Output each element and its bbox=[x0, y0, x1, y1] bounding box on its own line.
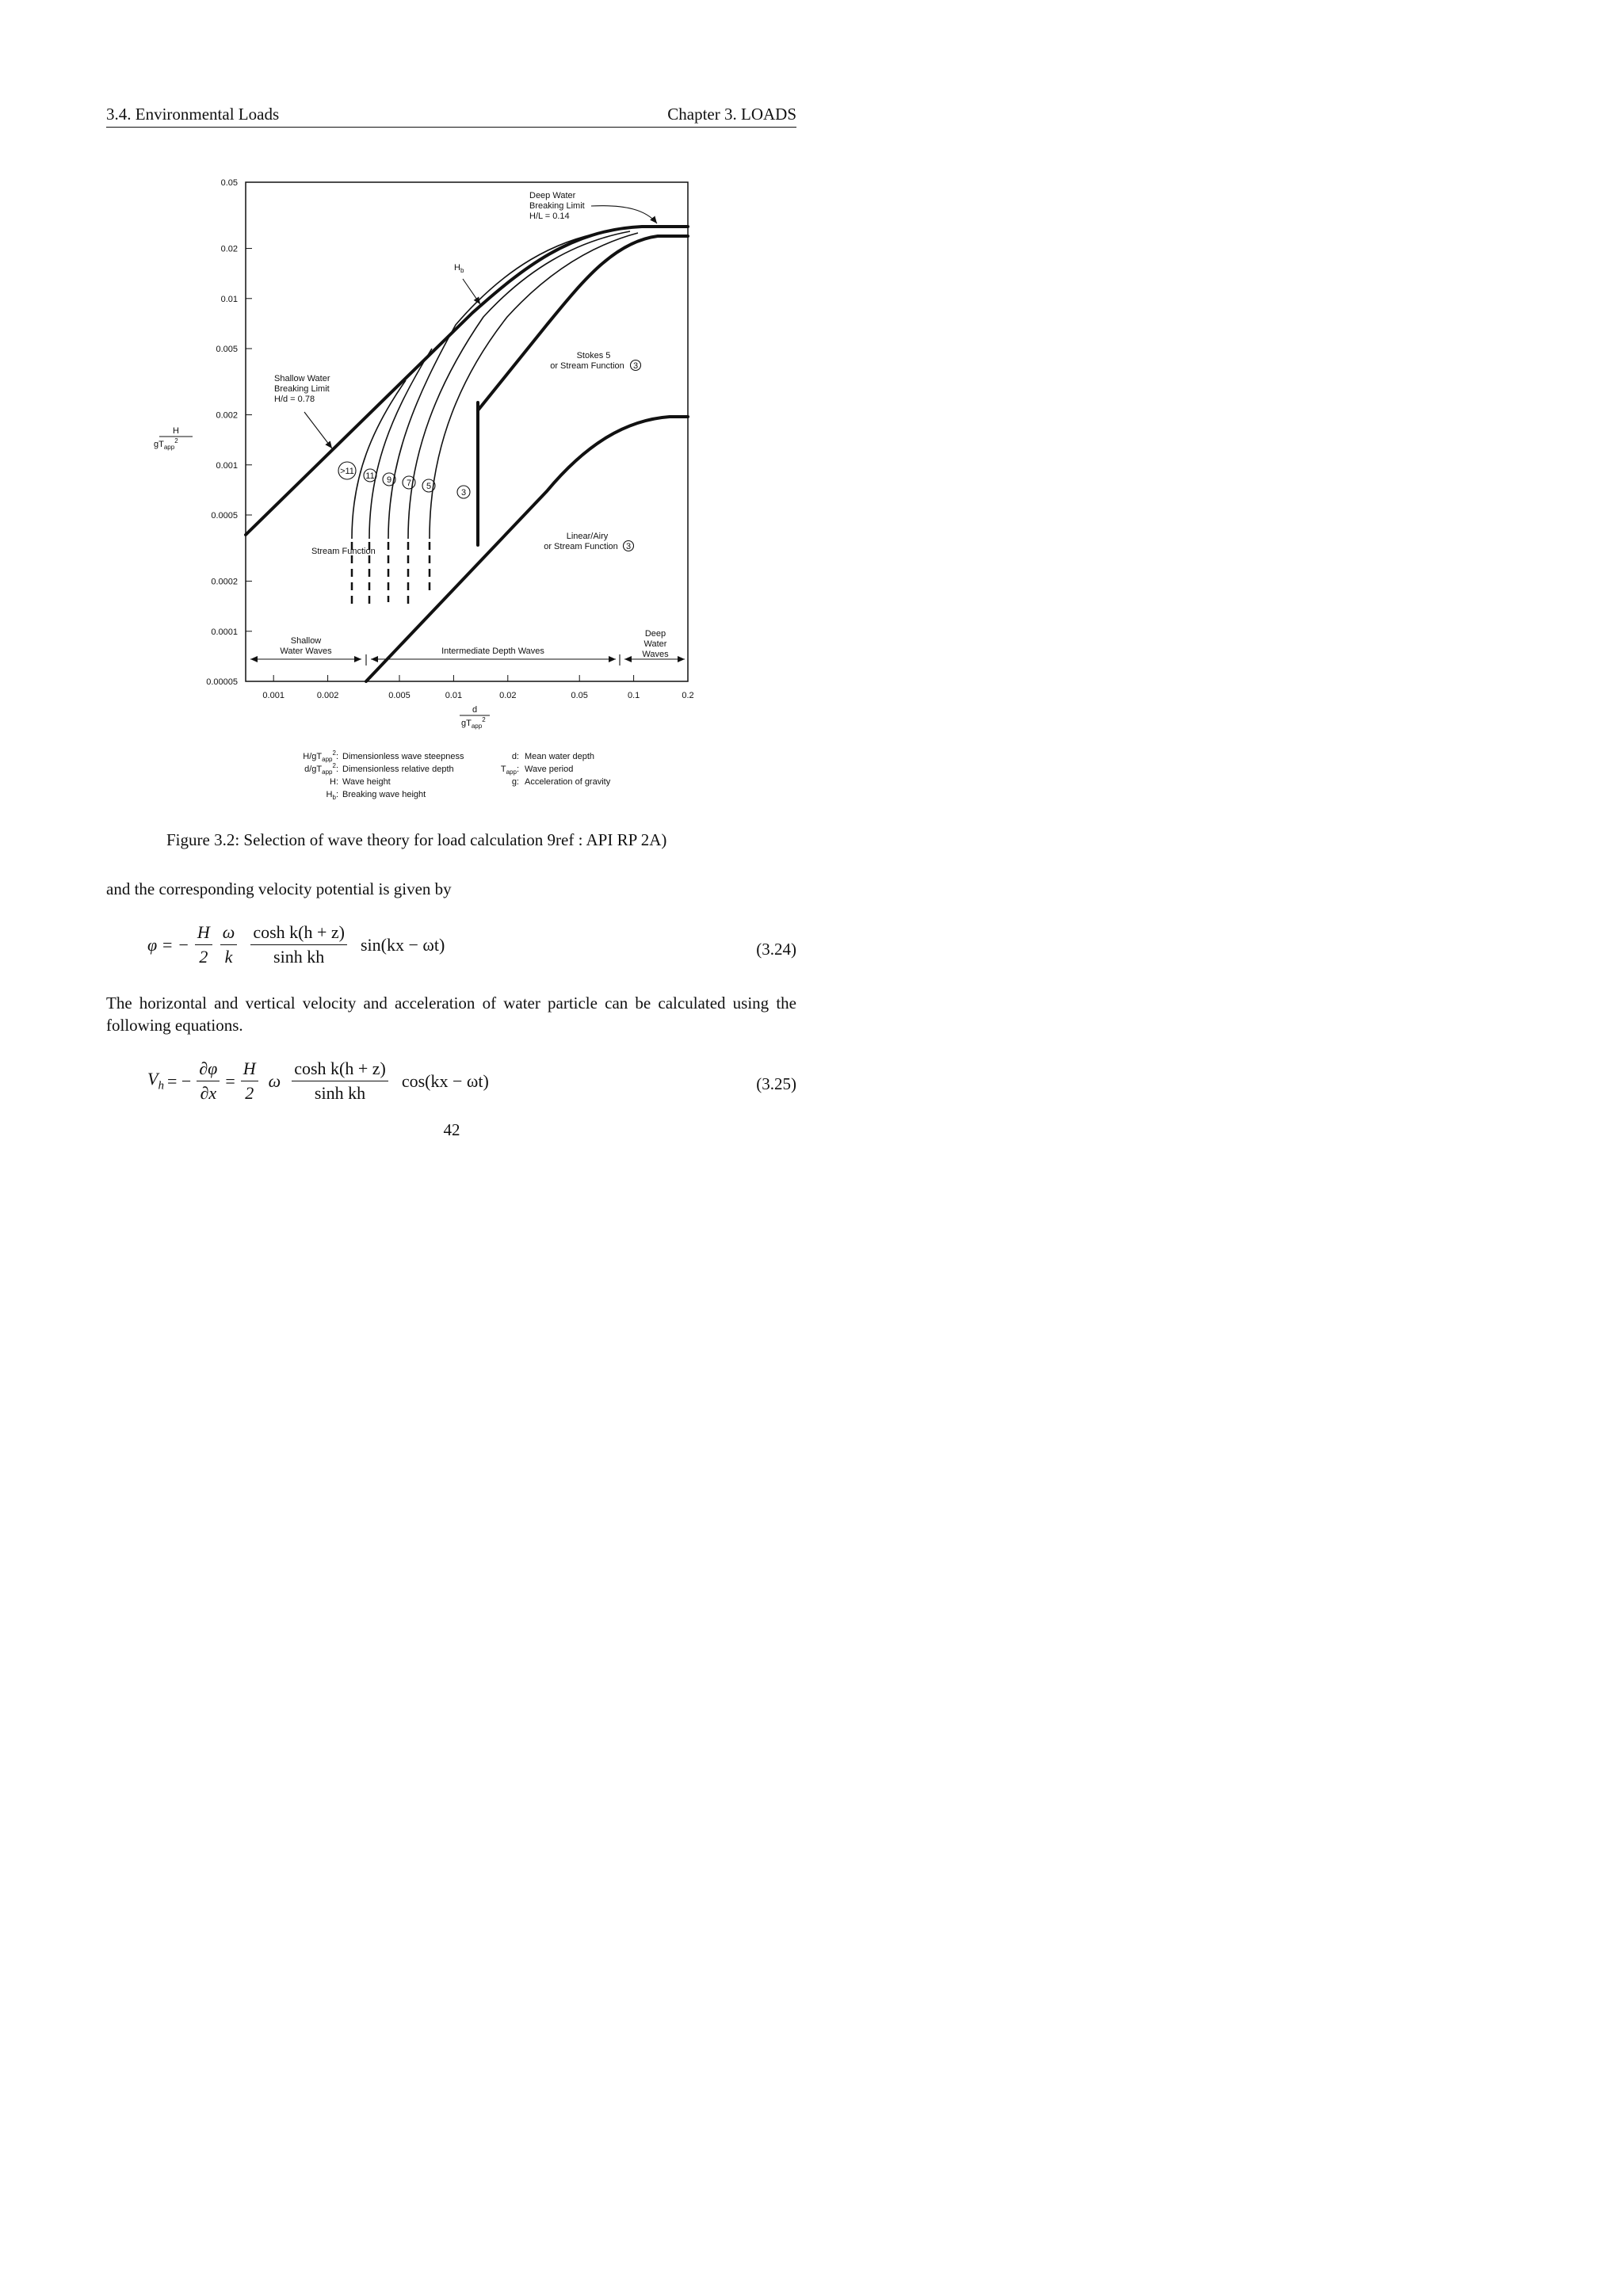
svg-text:Deep: Deep bbox=[644, 629, 666, 639]
equation-3-24: φ = − $\frac{H}{2}$ $\frac{\omega}{k}$ $\frac{\text{cosh k(h + z)}}{\text{sinh kh}}$ sin(kx − ωt) bbox=[147, 922, 445, 967]
legend-text: Wave period bbox=[525, 765, 574, 774]
x-tick-label: 0.01 bbox=[445, 691, 463, 700]
legend-key: H: bbox=[330, 777, 338, 787]
y-tick-label: 0.01 bbox=[220, 294, 238, 304]
y-tick-label: 0.005 bbox=[216, 345, 238, 354]
svg-text:Stokes 5: Stokes 5 bbox=[576, 351, 611, 360]
page-number: 42 bbox=[443, 1120, 460, 1139]
legend-text: Wave height bbox=[342, 777, 391, 787]
y-tick-label: 0.02 bbox=[220, 244, 238, 254]
svg-text:d: d bbox=[472, 705, 478, 715]
x-tick-label: 0.1 bbox=[627, 691, 640, 700]
y-tick-label: 0.002 bbox=[216, 410, 238, 421]
order-curve-11 bbox=[369, 349, 432, 539]
paragraph-2: The horizontal and vertical velocity and acceleration of water particle can be calculated using the following equations. bbox=[106, 994, 796, 1035]
legend-key: $H_b$: bbox=[326, 790, 338, 801]
running-header-chapter: Chapter 3. LOADS bbox=[667, 105, 796, 124]
svg-text:gTapp2: $gT_{app}^2$ bbox=[461, 716, 486, 730]
y-tick-label: 0.0005 bbox=[211, 511, 238, 521]
shallow-breaking-arrow bbox=[304, 412, 332, 448]
x-tick-label: 0.02 bbox=[499, 691, 517, 700]
paragraph-1: and the corresponding velocity potential is given by bbox=[106, 879, 452, 898]
equation-3-25: $V_h$ = − $\frac{\partial\varphi}{\partial x}$ = $\frac{H}{2}$ ω $\frac{\text{cosh k(h + z)}}{\text{sinh kh}}$ cos(kx − ωt) bbox=[147, 1058, 489, 1103]
plot-frame bbox=[246, 182, 688, 681]
legend-key: $H/gT_{app}^2$: bbox=[303, 749, 338, 763]
svg-text:H/d = 0.78: H/d = 0.78 bbox=[274, 395, 315, 404]
x-tick-label: 0.001 bbox=[262, 691, 285, 700]
linear-label bbox=[544, 532, 633, 551]
figure-caption: Figure 3.2: Selection of wave theory for load calculation 9ref : API RP 2A) bbox=[166, 830, 667, 849]
y-axis-label bbox=[154, 426, 193, 451]
x-tick-label: 0.2 bbox=[682, 691, 694, 700]
legend-key: $T_{app}$: bbox=[500, 765, 519, 776]
svg-text:H/L = 0.14: H/L = 0.14 bbox=[529, 212, 570, 221]
hb-arrow bbox=[463, 279, 480, 304]
order-circle-label: 7 bbox=[406, 479, 412, 488]
svg-text:Deep Water: Deep Water bbox=[529, 191, 576, 200]
x-axis-label bbox=[460, 705, 490, 730]
svg-text:Linear/Airy: Linear/Airy bbox=[566, 532, 609, 541]
shallow-waves-label bbox=[280, 636, 332, 656]
stokes-label bbox=[550, 351, 640, 371]
order-curve-9 bbox=[388, 230, 618, 539]
svg-text:or Stream Function: or Stream Function bbox=[550, 361, 624, 371]
svg-text:or Stream Function: or Stream Function bbox=[544, 542, 618, 551]
deep-breaking-arrow bbox=[591, 206, 657, 223]
x-axis-ticks bbox=[262, 675, 693, 700]
order-circle-label: 3 bbox=[460, 488, 467, 498]
svg-text:Water: Water bbox=[643, 639, 667, 649]
order-circle-label: >11 bbox=[340, 467, 354, 476]
running-header-section: 3.4. Environmental Loads bbox=[106, 105, 280, 124]
stokes-boundary-curve bbox=[478, 236, 688, 410]
legend-text: Dimensionless wave steepness bbox=[342, 752, 464, 761]
order-circle-label: 11 bbox=[365, 471, 375, 481]
intermediate-waves-label: Intermediate Depth Waves bbox=[441, 646, 544, 656]
x-tick-label: 0.005 bbox=[388, 691, 411, 700]
y-tick-label: 0.05 bbox=[220, 178, 238, 188]
deep-waves-label bbox=[642, 629, 669, 659]
svg-text:gTapp2: $gT_{app}^2$ bbox=[154, 437, 178, 451]
order-curve-7 bbox=[408, 231, 630, 539]
equation-number-3-25: (3.25) bbox=[756, 1074, 796, 1093]
y-tick-label: 0.00005 bbox=[206, 677, 238, 687]
shallow-breaking-label bbox=[274, 374, 330, 404]
wave-theory-chart bbox=[0, 0, 872, 824]
linear-boundary-curve bbox=[366, 417, 688, 681]
eq1-lhs: φ = − bbox=[147, 934, 189, 955]
legend-key: g: bbox=[511, 777, 519, 787]
legend-key: d: bbox=[511, 752, 519, 761]
legend-text: Dimensionless relative depth bbox=[342, 765, 454, 774]
svg-text:Breaking Limit: Breaking Limit bbox=[274, 384, 330, 394]
deep-breaking-label bbox=[529, 191, 585, 221]
order-circle-label: 5 bbox=[426, 482, 432, 491]
svg-text:Waves: Waves bbox=[642, 650, 669, 659]
x-tick-label: 0.05 bbox=[571, 691, 588, 700]
legend-text: Acceleration of gravity bbox=[525, 777, 611, 787]
order-circle-label: 9 bbox=[386, 475, 392, 485]
svg-text:Breaking Limit: Breaking Limit bbox=[529, 201, 585, 211]
y-tick-label: 0.0002 bbox=[211, 577, 238, 587]
equation-number-3-24: (3.24) bbox=[756, 940, 796, 959]
stream-function-label: Stream Function bbox=[311, 547, 376, 556]
svg-text:H: H bbox=[173, 426, 179, 436]
legend-key: $d/gT_{app}^2$: bbox=[304, 762, 338, 776]
svg-text:Shallow Water: Shallow Water bbox=[274, 374, 330, 383]
y-tick-label: 0.001 bbox=[216, 460, 238, 471]
hb-label: $H_b$ bbox=[454, 263, 464, 274]
svg-text:Water Waves: Water Waves bbox=[280, 646, 332, 656]
y-tick-label: 0.0001 bbox=[211, 627, 238, 637]
svg-text:3: 3 bbox=[625, 542, 632, 551]
legend-text: Mean water depth bbox=[525, 752, 595, 761]
svg-text:Shallow: Shallow bbox=[290, 636, 322, 646]
figure-legend bbox=[303, 749, 610, 801]
legend-text: Breaking wave height bbox=[342, 790, 426, 799]
svg-text:3: 3 bbox=[632, 361, 639, 371]
x-tick-label: 0.002 bbox=[316, 691, 339, 700]
